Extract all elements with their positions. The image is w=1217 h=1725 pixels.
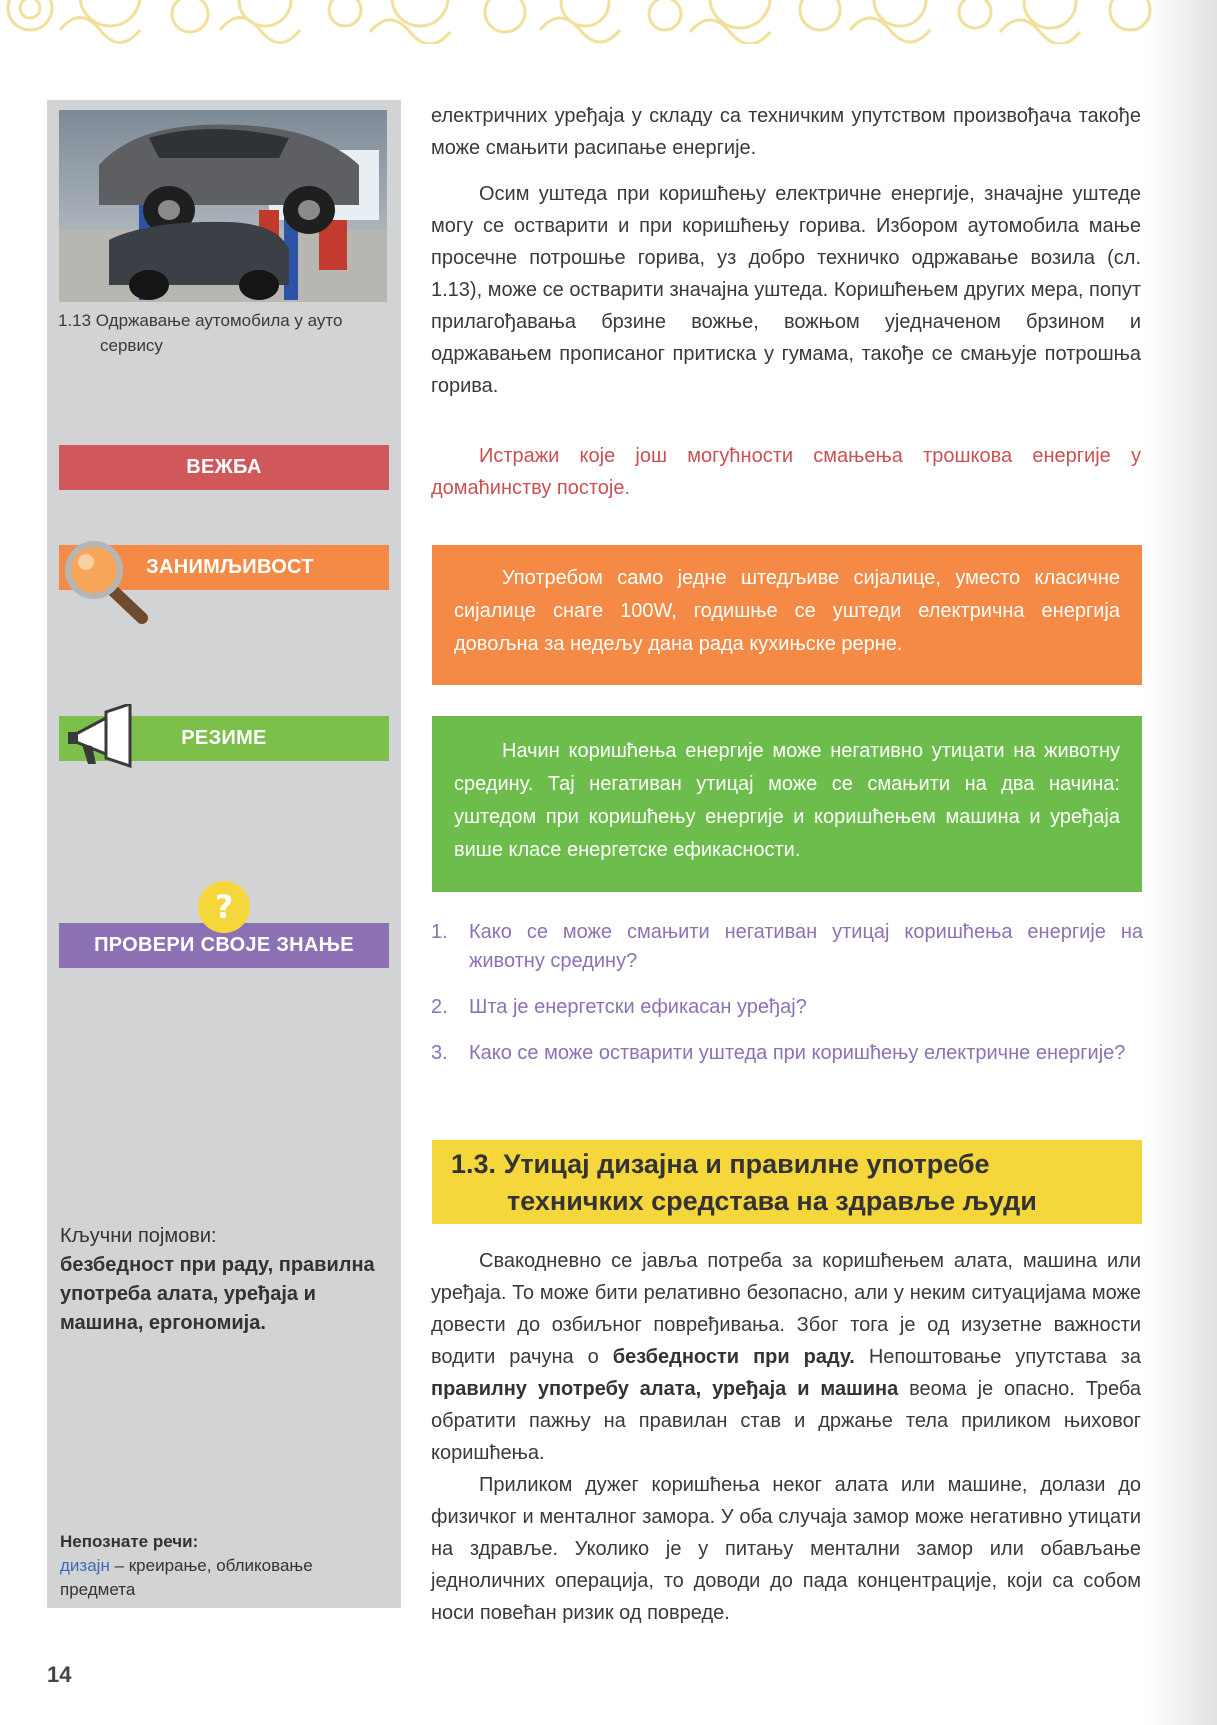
summary-box (432, 716, 1142, 892)
question-icon (197, 880, 251, 939)
key-terms (60, 1222, 390, 1338)
megaphone-icon (66, 704, 136, 775)
exercise-label-text: ВЕЖБА (186, 456, 262, 478)
question-number: 2. (431, 996, 448, 1018)
caption-line: сервису (100, 336, 163, 355)
key-terms-list: безбедност при раду, правилна употреба алата, уређаја и машина, ергономија. (60, 1254, 375, 1334)
paragraph-text: веома је опасно. Треба обратити пажњу на правилан став и држање тела приликом њиховог коришћења. (431, 1378, 1141, 1464)
unknown-words-title: Непознате речи: (60, 1532, 199, 1551)
figure-caption (58, 308, 398, 358)
magnifier-icon (64, 540, 154, 631)
unknown-words (60, 1530, 390, 1602)
section-heading (432, 1140, 1142, 1224)
paragraph: Приликом дужег коришћења неког алата или машине, долази до физичког и менталног замора. У оба случаја замор може негативно утицати на здравље. Уколико је у питању ментални замор или обављање једноличних операција, то доводи до пада концентрације, који са собом носи повећан ризик од повреде. (431, 1474, 1141, 1624)
paragraph (431, 1245, 1141, 1469)
fun-fact-box (432, 545, 1142, 685)
fun-fact-label-text: ЗАНИМЉИВОСТ (146, 556, 314, 578)
summary-text: Начин коришћења енергије може негативно утицати на животну средину. Тај негативан утицај може се смањити на два начина: уштедом при коришћењу енергије и коришћењем машина и уређаја више класе енергетске ефикасности. (454, 740, 1120, 861)
exercise-task: Истражи које још могућности смањења трошкова енергије у домаћинству постоје. (431, 445, 1141, 499)
section-heading-line: 1.3. Утицај дизајна и правилне употребе (451, 1149, 990, 1179)
question-item (431, 1039, 1143, 1068)
paragraph: Осим уштеда при коришћењу електричне енергије, значајне уштеде могу се остварити и при коришћењу горива. Избором аутомобила мање просечне потрошње горива, уз добро техничко одржавање возила (сл. 1.13), може се остварити значајна уштеда. Коришћењем других мера, попут прилагођавања брзине вожње, вожњом уједначеном брзином и одржавањем прописаног притиска у гумама, такође се смањује потрошња горива. (431, 183, 1141, 397)
paragraph-text: Свакодневно се јавља потреба за коришћењем алата, машина или уређаја. То може бити релативно безопасно, али у неким ситуацијама може довести до озбиљног повређивања. Због тога је од изузетне важности водити рачуна о (431, 1250, 1141, 1368)
paragraph-text: Непоштовање упутстава за (854, 1346, 1141, 1368)
paragraph: електричних уређаја у складу са техничким упутством произвођача такође може смањити расипање енергије. (431, 105, 1141, 159)
svg-text:?: ? (214, 888, 234, 926)
question-item (431, 918, 1143, 976)
questions-list (431, 918, 1143, 1085)
question-text: Како се може смањити негативан утицај коришћења енергије на животну средину? (469, 921, 1143, 972)
bold-term: безбедности при раду. (612, 1346, 855, 1368)
key-terms-title: Кључни појмови: (60, 1225, 217, 1247)
car-service-photo (59, 110, 387, 302)
question-item (431, 993, 1143, 1022)
unknown-word-definition: – креирање, обликовање предмета (60, 1556, 313, 1599)
summary-label-text: РЕЗИМЕ (181, 727, 267, 749)
question-number: 3. (431, 1042, 448, 1064)
page-number: 14 (47, 1662, 72, 1687)
check-knowledge-label-text: ПРОВЕРИ СВОЈЕ ЗНАЊЕ (94, 934, 354, 956)
fun-fact-text: Употребом само једне штедљиве сијалице, уместо класичне сијалице снаге 100W, годишње се уштеди електрична енергија довољна за недељу дана рада кухињске рерне. (454, 567, 1120, 655)
caption-line: 1.13 Одржавање аутомобила у ауто (58, 311, 343, 330)
page-edge-shadow (1147, 0, 1217, 1725)
bold-term: правилну употребу алата, уређаја и машина (431, 1378, 899, 1400)
section-heading-line: техничких средстава на здравље људи (507, 1186, 1037, 1216)
unknown-word-term: дизајн (60, 1556, 110, 1575)
exercise-label (59, 445, 389, 490)
ornament-decor (0, 0, 1217, 44)
question-text: Како се може остварити уштеда при коришћењу електричне енергије? (469, 1042, 1126, 1064)
question-text: Шта је енергетски ефикасан уређај? (469, 996, 807, 1018)
question-number: 1. (431, 921, 448, 943)
